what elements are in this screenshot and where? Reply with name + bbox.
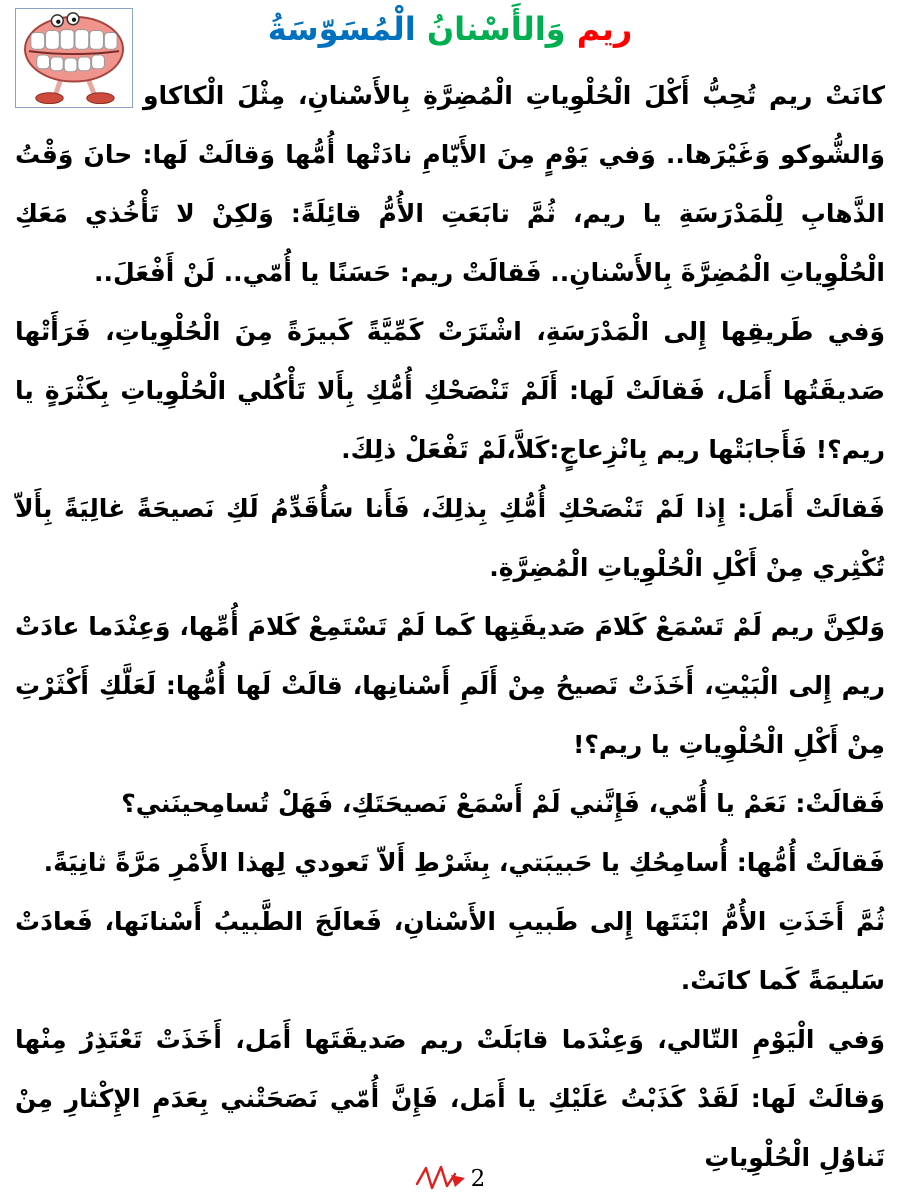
page-number: 2 bbox=[470, 1166, 486, 1192]
paragraph-5: فَقالَتْ: نَعَمْ يا أُمّي، فَإِنَّني لَمْ أَسْمَعْ نَصيحَتَكِ، فَهَلْ تُسامِحينَني؟ bbox=[121, 789, 885, 818]
title-word-reem: ريم bbox=[576, 10, 633, 48]
paragraph-3: فَقالَتْ أَمَل: إِذا لَمْ تَنْصَحْكِ أُمُّكِ بِذلِكَ، فَأَنا سَأُقَدِّمُ لَكِ نَصيحَةً غالِيَةً بِأَلاّ تُكْثِري مِنْ أَكْلِ الْحُلْوِياتِ الْمُضِرَّةِ. bbox=[15, 494, 885, 582]
paragraph-7: ثُمَّ أَخَذَتِ الأُمُّ ابْنَتَها إِلى طَبيبِ الأَسْنانِ، فَعالَجَ الطَّبيبُ أَسْنانَها، فَعادَتْ سَليمَةً كَما كانَتْ. bbox=[15, 907, 885, 995]
paragraph-4: وَلكِنَّ ريم لَمْ تَسْمَعْ كَلامَ صَديقَتِها كَما لَمْ تَسْتَمِعْ كَلامَ أُمِّها، وَعِنْدَما عادَتْ ريم إِلى الْبَيْتِ، أَخَذَتْ تَصيحُ مِنْ أَلَمِ أَسْنانِها، قالَتْ لَها أُمُّها: لَعَلَّكِ أَكْثَرْتِ مِنْ أَكْلِ الْحُلْوِياتِ يا ريم؟! bbox=[15, 612, 885, 759]
red-scribble-arrow-icon bbox=[415, 1162, 467, 1196]
story-text bbox=[15, 8, 885, 1187]
title-word-decayed: الْمُسَوّسَةُ bbox=[267, 10, 416, 48]
paragraph-6: فَقالَتْ أُمُّها: أُسامِحُكِ يا حَبيبَتي، بِشَرْطِ أَلاّ تَعودي لِهذا الأَمْرِ مَرَّةً ثانِيَةً. bbox=[43, 848, 885, 877]
paragraph-2: وَفي طَريقِها إِلى الْمَدْرَسَةِ، اشْتَرَتْ كَمِّيَّةً كَبيرَةً مِنَ الْحُلْوِياتِ، فَرَأَتْها صَديقَتُها أَمَل، فَقالَتْ لَها: أَلَمْ تَنْصَحْكِ أُمُّكِ بِأَلا تَأْكُلي الْحُلْوِياتِ بِكَثْرَةٍ يا ريم؟! فَأَجابَتْها ريم بِانْزِعاجٍ:كَلاَّ،لَمْ تَفْعَلْ ذلِكَ. bbox=[15, 317, 885, 464]
paragraph-1: كانَتْ ريم تُحِبُّ أَكْلَ الْحُلْوِياتِ الْمُضِرَّةِ بِالأَسْنانِ، مِثْلَ الْكاكاو وَالشُّوكو وَغَيْرَها.. وَفي يَوْمٍ مِنَ الأَيّامِ نادَتْها أُمُّها وَقالَتْ لَها: حانَ وَقْتُ الذَّهابِ لِلْمَدْرَسَةِ يا ريم، ثُمَّ تابَعَتِ الأُمُّ قائِلَةً: وَلكِنْ لا تَأْخُذي مَعَكِ الْحُلْوِياتِ الْمُضِرَّةَ بِالأَسْنانِ.. فَقالَتْ ريم: حَسَنًا يا أُمّي.. لَنْ أَفْعَلَ.. bbox=[15, 81, 885, 287]
paragraph-8: وَفي الْيَوْمِ التّالي، وَعِنْدَما قابَلَتْ ريم صَديقَتَها أَمَل، أَخَذَتْ تَعْتَذِرُ مِنْها وَقالَتْ لَها: لَقَدْ كَذَبْتُ عَلَيْكِ يا أَمَل، فَإِنَّ أُمّي نَصَحَتْني بِعَدَمِ الإِكْثارِ مِنْ تَناوُلِ الْحُلْوِياتِ bbox=[15, 1025, 885, 1172]
title-word-teeth: وَالأَسْنانُ bbox=[426, 10, 566, 48]
page-footer bbox=[0, 1162, 900, 1196]
page-title bbox=[0, 10, 900, 48]
